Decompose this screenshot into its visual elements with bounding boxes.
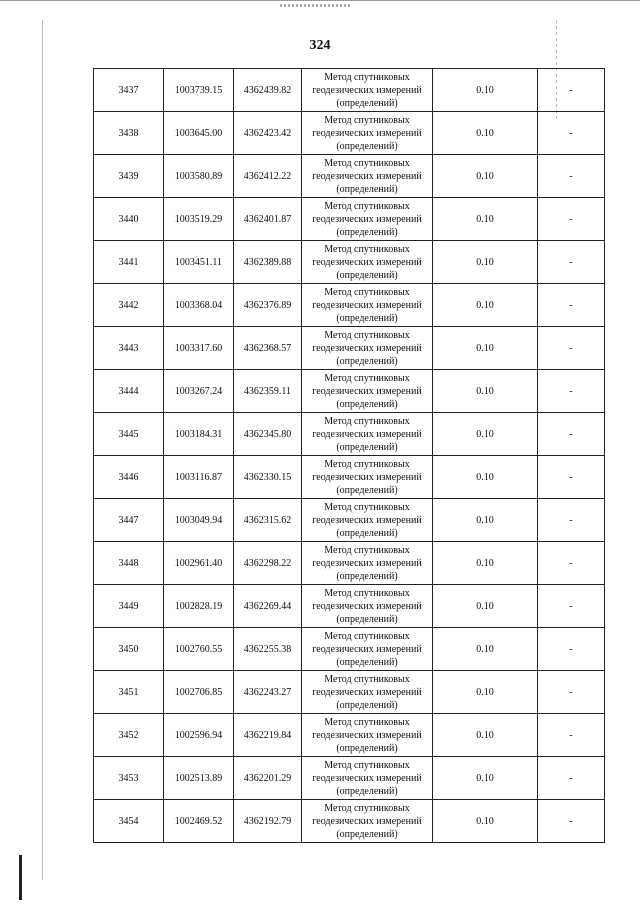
- table-row: [94, 542, 605, 585]
- x-coordinate-cell: 1003116.87: [164, 456, 234, 499]
- accuracy-cell: 0.10: [433, 671, 538, 714]
- note-cell: -: [538, 542, 605, 585]
- x-coordinate-cell: 1002760.55: [164, 628, 234, 671]
- y-coordinate-cell: 4362192.79: [234, 800, 302, 843]
- table-row: [94, 198, 605, 241]
- x-coordinate-cell: 1003267.24: [164, 370, 234, 413]
- method-cell: Метод спутниковых геодезических измерений (определений): [302, 757, 433, 800]
- point-number-cell: 3439: [94, 155, 164, 198]
- table-row: [94, 585, 605, 628]
- y-coordinate-cell: 4362412.22: [234, 155, 302, 198]
- table-row: [94, 241, 605, 284]
- x-coordinate-cell: 1003451.11: [164, 241, 234, 284]
- accuracy-cell: 0.10: [433, 628, 538, 671]
- note-cell: -: [538, 370, 605, 413]
- x-coordinate-cell: 1003519.29: [164, 198, 234, 241]
- method-cell: Метод спутниковых геодезических измерений (определений): [302, 542, 433, 585]
- accuracy-cell: 0.10: [433, 456, 538, 499]
- method-cell: Метод спутниковых геодезических измерений (определений): [302, 327, 433, 370]
- accuracy-cell: 0.10: [433, 284, 538, 327]
- table-row: [94, 155, 605, 198]
- method-cell: Метод спутниковых геодезических измерений (определений): [302, 370, 433, 413]
- method-cell: Метод спутниковых геодезических измерений (определений): [302, 499, 433, 542]
- y-coordinate-cell: 4362219.84: [234, 714, 302, 757]
- point-number-cell: 3444: [94, 370, 164, 413]
- table-row: [94, 370, 605, 413]
- accuracy-cell: 0.10: [433, 800, 538, 843]
- table-row: [94, 456, 605, 499]
- point-number-cell: 3448: [94, 542, 164, 585]
- method-cell: Метод спутниковых геодезических измерений (определений): [302, 198, 433, 241]
- accuracy-cell: 0.10: [433, 585, 538, 628]
- method-cell: Метод спутниковых геодезических измерений (определений): [302, 456, 433, 499]
- method-cell: Метод спутниковых геодезических измерений (определений): [302, 241, 433, 284]
- note-cell: -: [538, 585, 605, 628]
- x-coordinate-cell: 1003739.15: [164, 69, 234, 112]
- y-coordinate-cell: 4362359.11: [234, 370, 302, 413]
- point-number-cell: 3451: [94, 671, 164, 714]
- point-number-cell: 3443: [94, 327, 164, 370]
- y-coordinate-cell: 4362255.38: [234, 628, 302, 671]
- coordinates-table: [93, 68, 605, 843]
- point-number-cell: 3447: [94, 499, 164, 542]
- x-coordinate-cell: 1003317.60: [164, 327, 234, 370]
- accuracy-cell: 0.10: [433, 757, 538, 800]
- accuracy-cell: 0.10: [433, 198, 538, 241]
- y-coordinate-cell: 4362201.29: [234, 757, 302, 800]
- y-coordinate-cell: 4362368.57: [234, 327, 302, 370]
- note-cell: -: [538, 757, 605, 800]
- x-coordinate-cell: 1003049.94: [164, 499, 234, 542]
- note-cell: -: [538, 714, 605, 757]
- method-cell: Метод спутниковых геодезических измерений (определений): [302, 112, 433, 155]
- x-coordinate-cell: 1003580.89: [164, 155, 234, 198]
- point-number-cell: 3453: [94, 757, 164, 800]
- note-cell: -: [538, 499, 605, 542]
- x-coordinate-cell: 1002513.89: [164, 757, 234, 800]
- page-number: 324: [309, 38, 331, 53]
- x-coordinate-cell: 1003645.00: [164, 112, 234, 155]
- table-row: [94, 112, 605, 155]
- accuracy-cell: 0.10: [433, 155, 538, 198]
- y-coordinate-cell: 4362389.88: [234, 241, 302, 284]
- note-cell: -: [538, 327, 605, 370]
- y-coordinate-cell: 4362439.82: [234, 69, 302, 112]
- x-coordinate-cell: 1002596.94: [164, 714, 234, 757]
- y-coordinate-cell: 4362345.80: [234, 413, 302, 456]
- note-cell: -: [538, 112, 605, 155]
- scan-artifact: [280, 4, 350, 7]
- x-coordinate-cell: 1002961.40: [164, 542, 234, 585]
- point-number-cell: 3442: [94, 284, 164, 327]
- table-row: [94, 671, 605, 714]
- table-row: [94, 628, 605, 671]
- y-coordinate-cell: 4362315.62: [234, 499, 302, 542]
- table-row: [94, 69, 605, 112]
- point-number-cell: 3441: [94, 241, 164, 284]
- note-cell: -: [538, 198, 605, 241]
- y-coordinate-cell: 4362376.89: [234, 284, 302, 327]
- point-number-cell: 3445: [94, 413, 164, 456]
- table-row: [94, 284, 605, 327]
- page-edge-line: [42, 20, 43, 880]
- point-number-cell: 3452: [94, 714, 164, 757]
- table-row: [94, 800, 605, 843]
- table-row: [94, 499, 605, 542]
- method-cell: Метод спутниковых геодезических измерений (определений): [302, 800, 433, 843]
- accuracy-cell: 0.10: [433, 370, 538, 413]
- method-cell: Метод спутниковых геодезических измерений (определений): [302, 284, 433, 327]
- accuracy-cell: 0.10: [433, 112, 538, 155]
- y-coordinate-cell: 4362243.27: [234, 671, 302, 714]
- table-row: [94, 757, 605, 800]
- method-cell: Метод спутниковых геодезических измерений (определений): [302, 628, 433, 671]
- note-cell: -: [538, 155, 605, 198]
- note-cell: -: [538, 800, 605, 843]
- point-number-cell: 3454: [94, 800, 164, 843]
- accuracy-cell: 0.10: [433, 542, 538, 585]
- method-cell: Метод спутниковых геодезических измерений (определений): [302, 155, 433, 198]
- table-row: [94, 413, 605, 456]
- method-cell: Метод спутниковых геодезических измерений (определений): [302, 585, 433, 628]
- point-number-cell: 3446: [94, 456, 164, 499]
- accuracy-cell: 0.10: [433, 327, 538, 370]
- y-coordinate-cell: 4362330.15: [234, 456, 302, 499]
- scan-border-line: [0, 0, 640, 2]
- accuracy-cell: 0.10: [433, 241, 538, 284]
- accuracy-cell: 0.10: [433, 69, 538, 112]
- method-cell: Метод спутниковых геодезических измерений (определений): [302, 69, 433, 112]
- binding-mark: [19, 855, 22, 900]
- y-coordinate-cell: 4362423.42: [234, 112, 302, 155]
- point-number-cell: 3438: [94, 112, 164, 155]
- note-cell: -: [538, 628, 605, 671]
- x-coordinate-cell: 1002828.19: [164, 585, 234, 628]
- table-row: [94, 714, 605, 757]
- x-coordinate-cell: 1002706.85: [164, 671, 234, 714]
- point-number-cell: 3440: [94, 198, 164, 241]
- y-coordinate-cell: 4362269.44: [234, 585, 302, 628]
- x-coordinate-cell: 1003368.04: [164, 284, 234, 327]
- point-number-cell: 3449: [94, 585, 164, 628]
- y-coordinate-cell: 4362298.22: [234, 542, 302, 585]
- note-cell: -: [538, 671, 605, 714]
- note-cell: -: [538, 241, 605, 284]
- note-cell: -: [538, 69, 605, 112]
- coordinates-table-body: [94, 69, 605, 843]
- method-cell: Метод спутниковых геодезических измерений (определений): [302, 413, 433, 456]
- x-coordinate-cell: 1003184.31: [164, 413, 234, 456]
- note-cell: -: [538, 456, 605, 499]
- accuracy-cell: 0.10: [433, 499, 538, 542]
- y-coordinate-cell: 4362401.87: [234, 198, 302, 241]
- point-number-cell: 3450: [94, 628, 164, 671]
- table-row: [94, 327, 605, 370]
- accuracy-cell: 0.10: [433, 714, 538, 757]
- note-cell: -: [538, 413, 605, 456]
- note-cell: -: [538, 284, 605, 327]
- accuracy-cell: 0.10: [433, 413, 538, 456]
- point-number-cell: 3437: [94, 69, 164, 112]
- method-cell: Метод спутниковых геодезических измерений (определений): [302, 671, 433, 714]
- method-cell: Метод спутниковых геодезических измерений (определений): [302, 714, 433, 757]
- x-coordinate-cell: 1002469.52: [164, 800, 234, 843]
